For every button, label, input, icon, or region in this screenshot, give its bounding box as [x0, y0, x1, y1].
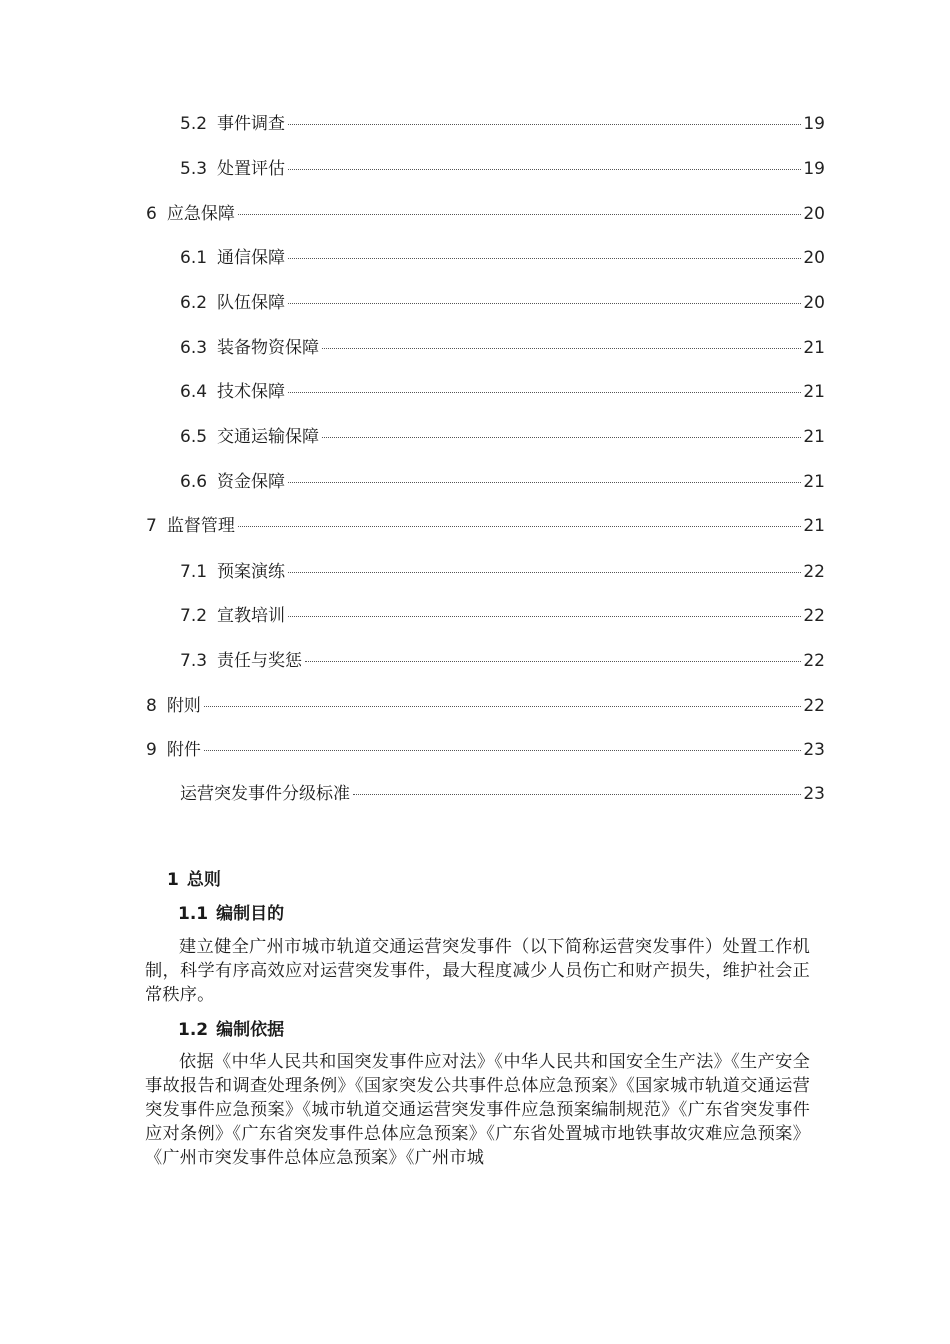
toc-entry-number: 7: [146, 516, 157, 536]
toc-entry-title: 附则: [166, 696, 201, 716]
toc-entry-number: 6.4: [180, 382, 208, 402]
toc-entry-title: 资金保障: [217, 472, 286, 492]
toc-entry-number: 7.1: [180, 562, 208, 582]
toc-entry[interactable]: [180, 650, 825, 672]
section-title: 总则: [186, 870, 221, 890]
toc-dot-leader: [204, 750, 802, 751]
toc-entry-number: 5.2: [180, 114, 208, 134]
toc-dot-leader: [288, 616, 801, 617]
toc-dot-leader: [305, 661, 801, 662]
toc-entry-page-number: 20: [803, 293, 825, 313]
section-number: 1.1: [178, 904, 209, 924]
toc-entry-page-number: 19: [803, 159, 825, 179]
section-heading-1: [167, 869, 221, 891]
toc-entry-title: 附件: [166, 740, 201, 760]
toc-entry[interactable]: [180, 561, 825, 583]
toc-entry[interactable]: [180, 247, 825, 269]
toc-dot-leader: [288, 258, 801, 259]
toc-entry[interactable]: [180, 158, 825, 180]
section-title: 编制依据: [216, 1020, 285, 1040]
section-title: 编制目的: [216, 904, 285, 924]
toc-entry-number: 7.3: [180, 651, 208, 671]
toc-entry-title: 技术保障: [217, 382, 286, 402]
toc-entry-page-number: 19: [803, 114, 825, 134]
toc-dot-leader: [288, 482, 801, 483]
toc-entry-title: 通信保障: [217, 248, 286, 268]
toc-dot-leader: [288, 392, 801, 393]
section-heading-1-2: [178, 1019, 284, 1041]
toc-entry-title: 处置评估: [217, 159, 286, 179]
toc-dot-leader: [288, 303, 801, 304]
toc-entry-title: 装备物资保障: [217, 338, 320, 358]
section-number: 1: [167, 870, 179, 890]
toc-dot-leader: [288, 124, 801, 125]
toc-entry-title: 事件调查: [217, 114, 286, 134]
paragraph-basis: 依据《中华人民共和国突发事件应对法》《中华人民共和国安全生产法》《生产安全事故报告和调查处理条例》《国家突发公共事件总体应急预案》《国家城市轨道交通运营突发事件应急预案》《城市轨道交通运营突发事件应急预案编制规范》《广东省突发事件应对条例》《广东省突发事件总体应急预案》《广东省处置城市地铁事故灾难应急预案》《广州市突发事件总体应急预案》《广州市城: [145, 1052, 810, 1168]
toc-entry-page-number: 21: [803, 516, 825, 536]
toc-entry-number: 8: [146, 696, 157, 716]
toc-entry-page-number: 21: [803, 427, 825, 447]
toc-entry-number: 7.2: [180, 606, 208, 626]
toc-entry-title: 应急保障: [166, 204, 235, 224]
toc-entry-title: 监督管理: [166, 516, 235, 536]
toc-entry[interactable]: [146, 739, 825, 761]
toc-entry-number: 6.5: [180, 427, 208, 447]
toc-entry[interactable]: [180, 113, 825, 135]
toc-dot-leader: [204, 706, 802, 707]
toc-entry[interactable]: [180, 783, 825, 805]
toc-entry[interactable]: [180, 337, 825, 359]
toc-entry-number: 9: [146, 740, 157, 760]
toc-entry-title: 宣教培训: [217, 606, 286, 626]
toc-entry-number: 6.2: [180, 293, 208, 313]
toc-dot-leader: [322, 437, 801, 438]
toc-entry[interactable]: [146, 203, 825, 225]
toc-entry-number: 5.3: [180, 159, 208, 179]
toc-entry[interactable]: [146, 515, 825, 537]
toc-entry[interactable]: [180, 426, 825, 448]
toc-entry-page-number: 22: [803, 651, 825, 671]
toc-entry-number: 6.3: [180, 338, 208, 358]
toc-entry[interactable]: [180, 605, 825, 627]
toc-dot-leader: [238, 214, 802, 215]
toc-entry-number: 6: [146, 204, 157, 224]
toc-entry-title: 预案演练: [217, 562, 286, 582]
toc-dot-leader: [353, 794, 801, 795]
toc-entry-page-number: 21: [803, 382, 825, 402]
toc-dot-leader: [288, 169, 801, 170]
section-number: 1.2: [178, 1020, 209, 1040]
toc-entry-number: 6.1: [180, 248, 208, 268]
toc-entry-number: 6.6: [180, 472, 208, 492]
toc-entry-page-number: 20: [803, 204, 825, 224]
toc-entry[interactable]: [146, 695, 825, 717]
toc-entry-page-number: 22: [803, 606, 825, 626]
toc-entry-title: 队伍保障: [217, 293, 286, 313]
toc-entry-page-number: 23: [803, 740, 825, 760]
toc-entry-page-number: 22: [803, 696, 825, 716]
toc-entry-page-number: 22: [803, 562, 825, 582]
toc-entry-title: 运营突发事件分级标准: [180, 784, 350, 804]
toc-entry[interactable]: [180, 292, 825, 314]
toc-entry[interactable]: [180, 381, 825, 403]
toc-entry-title: 交通运输保障: [217, 427, 320, 447]
toc-dot-leader: [238, 526, 802, 527]
section-heading-1-1: [178, 903, 284, 925]
toc-dot-leader: [322, 348, 801, 349]
toc-entry-page-number: 23: [803, 784, 825, 804]
toc-entry-page-number: 21: [803, 472, 825, 492]
toc-entry-page-number: 21: [803, 338, 825, 358]
toc-entry-page-number: 20: [803, 248, 825, 268]
paragraph-purpose: 建立健全广州市城市轨道交通运营突发事件（以下简称运营突发事件）处置工作机制，科学有序高效应对运营突发事件，最大程度减少人员伤亡和财产损失，维护社会正常秩序。: [145, 937, 810, 1005]
toc-entry-title: 责任与奖惩: [217, 651, 303, 671]
toc-entry[interactable]: [180, 471, 825, 493]
toc-dot-leader: [288, 572, 801, 573]
